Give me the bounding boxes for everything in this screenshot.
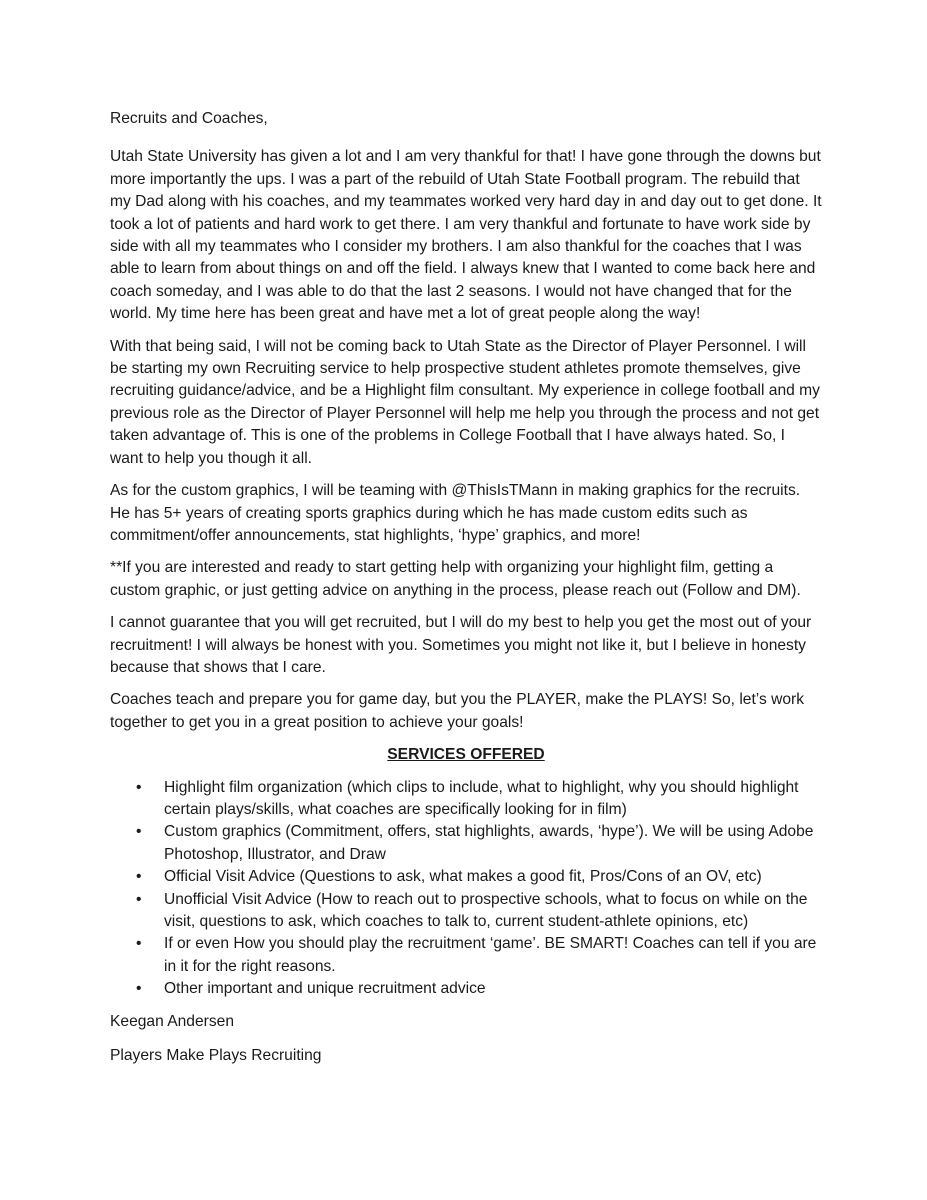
paragraph-new-service: With that being said, I will not be coming back to Utah State as the Director of Player Personnel. I will be starting my own Recruiting service to help prospective student athletes promote themselves, give recruiting guidance/advice, and be a Highlight film consultant. My experience in college football and my previous role as the Director of Player Personnel will help me help you through the process and not get taken advantage of. This is one of the problems in College Football that I have always hated. So, I want to help you though it all. bbox=[110, 337, 820, 467]
letter-page bbox=[110, 108, 822, 1079]
service-item bbox=[110, 978, 822, 1000]
services-list bbox=[110, 777, 822, 1001]
service-item-text: Custom graphics (Commitment, offers, stat highlights, awards, ‘hype’). We will be using Adobe Photoshop, Illustrator, and Draw bbox=[164, 823, 814, 863]
service-item-text: Highlight film organization (which clips to include, what to highlight, why you should highlight certain plays/skills, what coaches are specifically looking for in film) bbox=[164, 778, 799, 818]
bullet-icon: • bbox=[136, 868, 142, 886]
service-item-text: Official Visit Advice (Questions to ask, what makes a good fit, Pros/Cons of an OV, etc) bbox=[164, 868, 762, 886]
bullet-icon: • bbox=[136, 823, 142, 841]
paragraph-utah-state: Utah State University has given a lot and I am very thankful for that! I have gone through the downs but more importantly the ups. I was a part of the rebuild of Utah State Football program. The rebuild that my Dad along with his coaches, and my teammates worked very hard day in and day out to get done. It took a lot of patients and hard work to get there. I am very thankful and fortunate to have work side by side with all my teammates who I consider my brothers. I am also thankful for the coaches that I was able to learn from about things on and off the field. I always knew that I wanted to come back here and coach someday, and I was able to do that the last 2 seasons. I would not have changed that for the world. My time here has been great and have met a lot of great people along the way! bbox=[110, 148, 822, 323]
letter-greeting: Recruits and Coaches, bbox=[110, 110, 268, 127]
service-item bbox=[110, 866, 822, 888]
services-heading: SERVICES OFFERED bbox=[387, 746, 545, 764]
paragraph-custom-graphics: As for the custom graphics, I will be teaming with @ThisIsTMann in making graphics for the recruits. He has 5+ years of creating sports graphics during which he has made custom edits such as commitment/offer announcements, stat highlights, ‘hype’ graphics, and more! bbox=[110, 482, 801, 544]
service-item bbox=[110, 889, 822, 934]
service-item-text: Other important and unique recruitment advice bbox=[164, 980, 486, 998]
service-item-text: If or even How you should play the recruitment ‘game’. BE SMART! Coaches can tell if you are in it for the right reasons. bbox=[164, 935, 817, 975]
signature-company: Players Make Plays Recruiting bbox=[110, 1047, 322, 1065]
service-item bbox=[110, 777, 822, 822]
bullet-icon: • bbox=[136, 890, 142, 908]
paragraph-no-guarantee: I cannot guarantee that you will get recruited, but I will do my best to help you get the most out of your recruitment! I will always be honest with you. Sometimes you might not like it, but I believe in honesty because that shows that I care. bbox=[110, 614, 812, 676]
paragraph-reach-out: **If you are interested and ready to start getting help with organizing your highlight film, getting a custom graphic, or just getting advice on anything in the process, please reach out (Follow and DM). bbox=[110, 559, 801, 599]
service-item-text: Unofficial Visit Advice (How to reach out to prospective schools, what to focus on while on the visit, questions to ask, which coaches to talk to, current student-athlete opinions, etc) bbox=[164, 890, 808, 930]
service-item bbox=[110, 821, 822, 866]
paragraph-closing: Coaches teach and prepare you for game day, but you the PLAYER, make the PLAYS! So, let’s work together to get you in a great position to achieve your goals! bbox=[110, 691, 805, 731]
bullet-icon: • bbox=[136, 935, 142, 953]
bullet-icon: • bbox=[136, 980, 142, 998]
signature-name: Keegan Andersen bbox=[110, 1012, 234, 1030]
bullet-icon: • bbox=[136, 778, 142, 796]
service-item bbox=[110, 933, 822, 978]
